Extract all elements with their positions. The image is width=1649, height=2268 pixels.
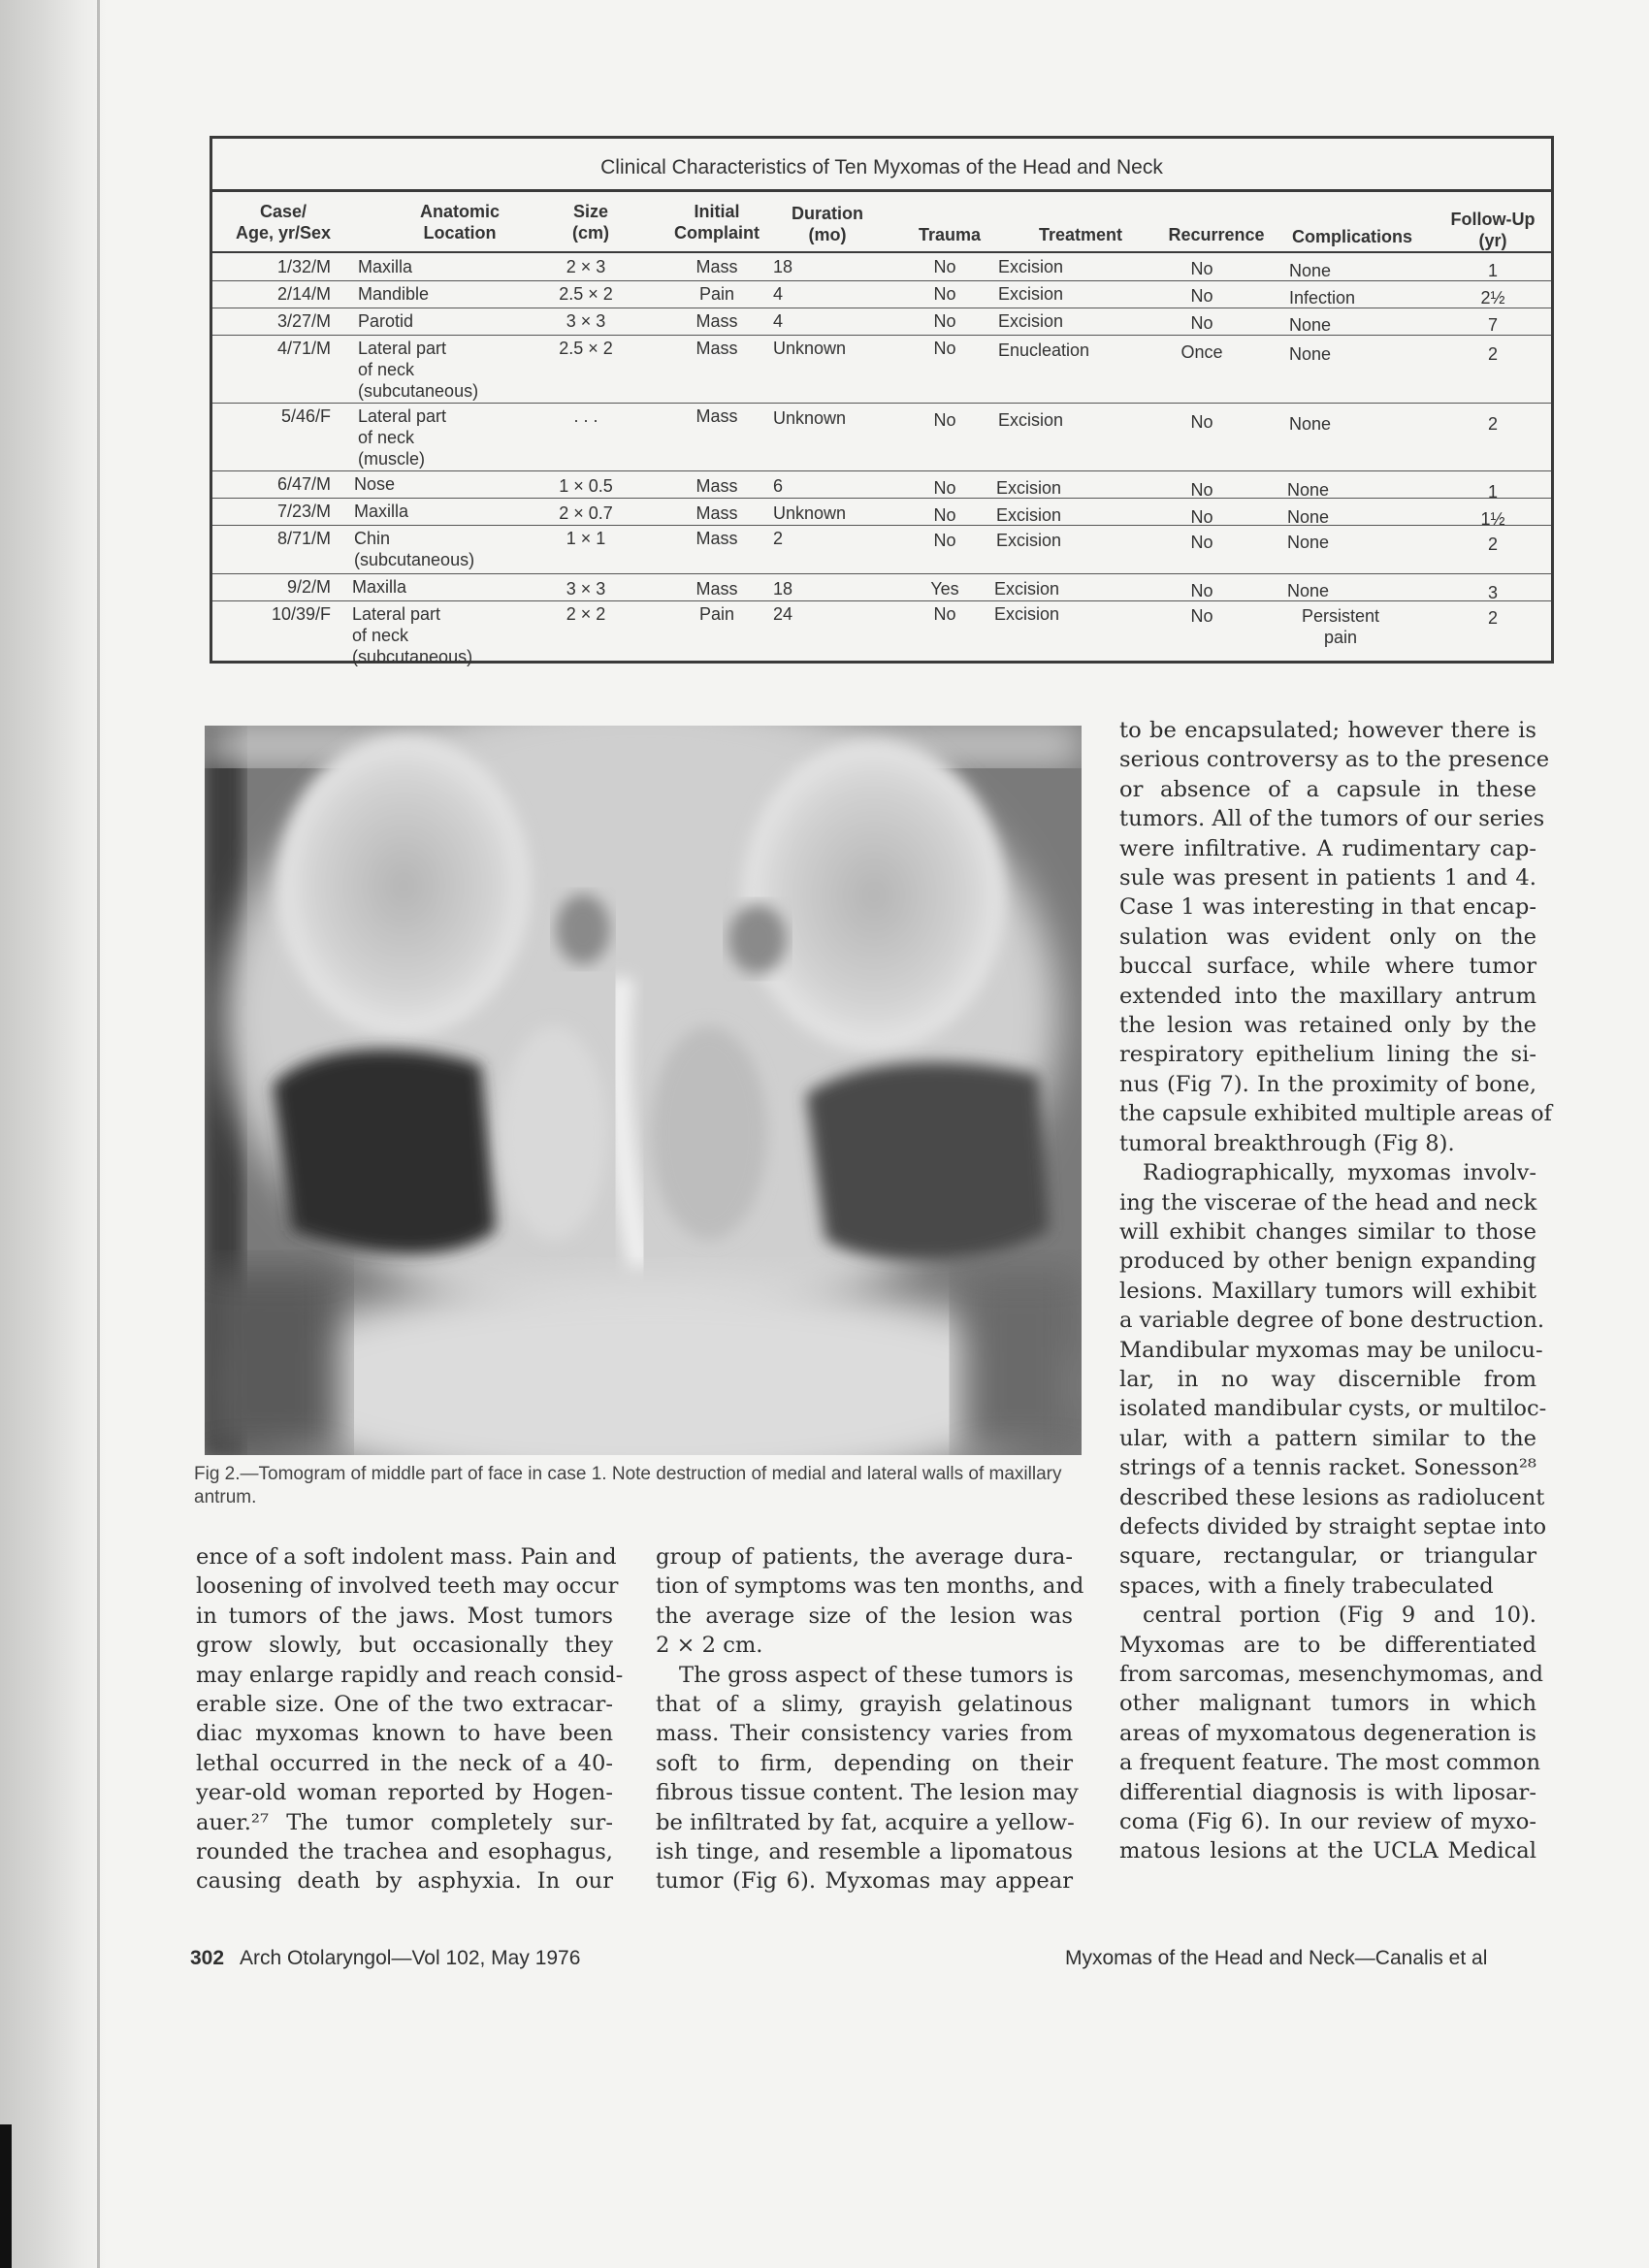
table-rule-top — [212, 189, 1551, 192]
col-header-trauma: Trauma — [918, 225, 982, 244]
col-header-treatment: Treatment — [1038, 225, 1123, 244]
figure-caption: Fig 2.—Tomogram of middle part of face in case 1. Note destruction of medial and lateral walls of maxillary antrum. — [194, 1464, 1062, 1507]
col-header-case: Case/ Age, yr/Sex — [235, 202, 332, 243]
col-header-recurrence: Recurrence — [1168, 225, 1265, 244]
table-title: Clinical Characteristics of Ten Myxomas of the Head and Neck — [600, 156, 1163, 178]
clinical-table: Clinical Characteristics of Ten Myxomas of the Head and Neck Case/ Age, yr/Sex Anatomic Location Size (cm) Initial Complaint Duration (mo) Trauma Treatment Recurrence Complications Follow-Up (yr) 1/32/M Maxilla 2 × 3 Mass 18 No Excision No None 1 2/14/M Mandible 2.5 × 2 Pain 4 No Excision No Infection 2½ 3/27/M Parotid 3 × 3 Mass 4 No Excision No None 7 4/71/M Lateral part of neck (subcutaneous) 2.5 × 2 Mass Unknown No Enucleation Once None 2 5/46/F Lateral part of neck (muscle) . . . Mass Unknown No Excision No None 2 6/47/M Nose 1 × 0.5 Mass 6 No Excision No None 1 7/23/M Maxilla 2 × 0.7 Mass Unknown No Excision No None 1½ 8/71/M Chin (subcutaneous) 1 × 1 Mass 2 No Excision No None 2 9/2/M Maxilla 3 × 3 Mass 18 Yes Excision No None 3 10/39/F Lateral part of neck (subcutaneous) 2 × 2 Pain 24 No Excision No Persistent pain 2 — [210, 136, 1554, 664]
running-title: Myxomas of the Head and Neck—Canalis et al — [1065, 1947, 1488, 1969]
col-header-complications: Complications — [1291, 227, 1412, 246]
col-header-complaint: Initial Complaint — [674, 202, 760, 243]
body-column-3: to be encapsulated; however there is serious controversy as to the presence or absence of a capsule in these tumors. All of the tumors of our series were infiltrative. A rudimentary cap- sule was present in patients 1 and 4. Case 1 was interesting in that encap- sulation was evident only on the buccal surface, while where tumor extended into the maxillary antrum the lesion was retained only by the respiratory epithelium lining the si- nus (Fig 7). In the proximity of bone, the capsule exhibited multiple areas of tumoral breakthrough (Fig 8). Radiographically, myxomas involv- ing the viscerae of the head and neck will exhibit changes similar to those produced by other benign expanding lesions. Maxillary tumors will exhibit a variable degree of bone destruction. Mandibular myxomas may be unilocu- lar, in no way discernible from isolated mandibular cysts, or multiloc- ular, with a pattern similar to the strings of a tennis racket. Sonesson²⁸ described these lesions as radiolucent defects divided by straight septae into square, rectangular, or triangular spaces, with a finely trabeculated central portion (Fig 9 and 10). Myxomas are to be differentiated from sarcomas, mesenchymomas, and other malignant tumors in which areas of myxomatous degeneration is a frequent feature. The most common differential diagnosis is with liposar- coma (Fig 6). In our review of myxo- matous lesions at the UCLA Medical — [1119, 718, 1552, 1864]
journal-citation: Arch Otolaryngol—Vol 102, May 1976 — [240, 1947, 581, 1969]
binding-shadow — [0, 0, 107, 2268]
footer-citation — [190, 1947, 580, 1970]
col-header-duration: Duration (mo) — [792, 204, 863, 244]
binding-edge — [97, 0, 100, 2268]
body-column-1: ence of a soft indolent mass. Pain and loosening of involved teeth may occur in tumors of the jaws. Most tumors grow slowly, but occasionally they may enlarge rapidly and reach consid- erable size. One of the two extracar- diac myxomas known to have been lethal occurred in the neck of a 40- year-old woman reported by Hogen- auer.²⁷ The tumor completely sur- rounded the trachea and esophagus, causing death by asphyxia. In our — [196, 1544, 624, 1895]
col-header-followup: Follow-Up (yr) — [1450, 210, 1536, 250]
table-rule-header — [212, 251, 1551, 253]
body-column-2: group of patients, the average dura- tion of symptoms was ten months, and the average size of the lesion was 2 × 2 cm. The gross aspect of these tumors is that of a slimy, grayish gelatinous mass. Their consistency varies from soft to firm, depending on their fibrous tissue content. The lesion may be infiltrated by fat, acquire a yellow- ish tinge, and resemble a lipomatous tumor (Fig 6). Myxomas may appear — [656, 1544, 1084, 1895]
col-header-size: Size (cm) — [571, 202, 609, 243]
tomogram-image — [205, 726, 1082, 1455]
col-header-location: Anatomic Location — [419, 202, 500, 243]
page-number: 302 — [190, 1947, 225, 1969]
scan-edge — [0, 2124, 12, 2268]
